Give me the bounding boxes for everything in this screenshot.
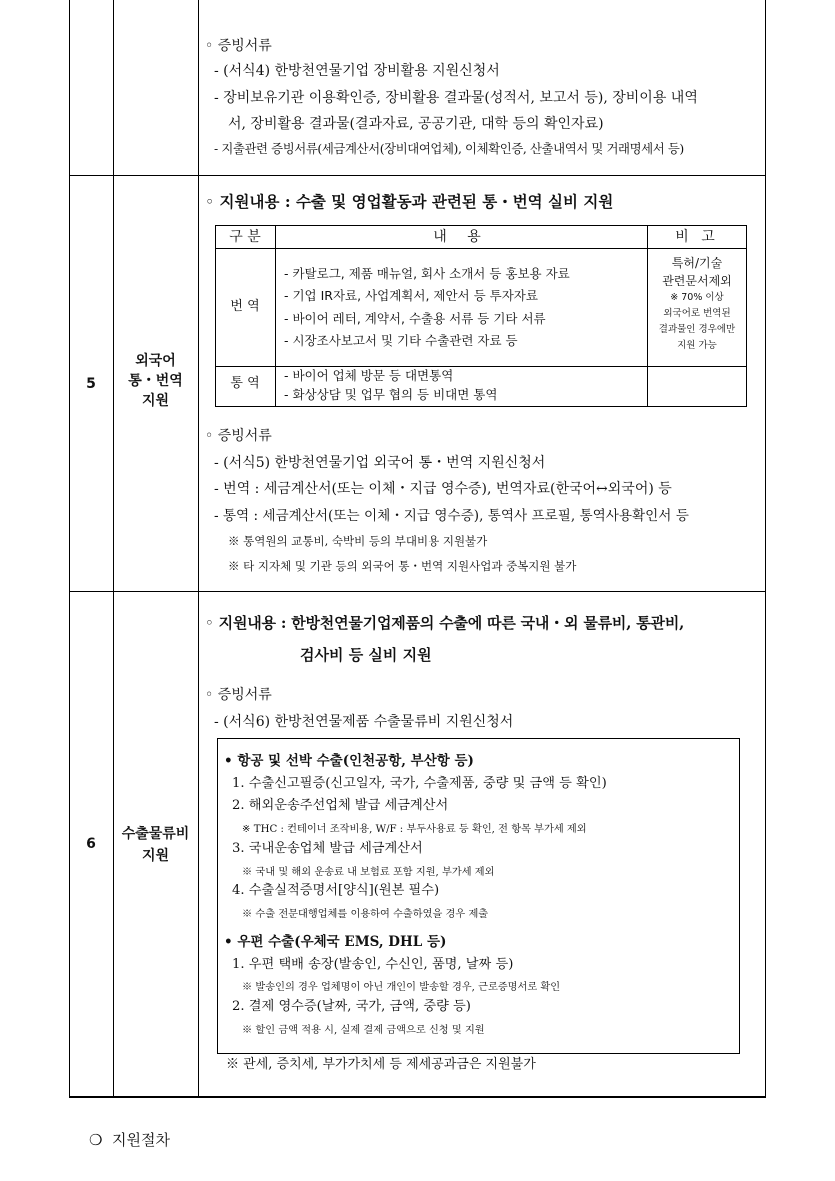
translation-label: 번 역 [230,299,260,314]
translation-table-col1 [275,225,276,407]
translation-item-1: - 카탈로그, 제품 매뉴얼, 회사 소개서 등 홍보용 자료 [284,266,570,281]
top-evidence-line-4: - 지출관련 증빙서류(세금계산서(장비대여업체), 이체확인증, 산출내역서 및 거래명세서 등) [214,141,684,156]
row6-support-line-2: 검사비 등 실비 지원 [300,646,432,664]
row5-category-line2: 통・번역 [128,373,183,389]
footer-heading: 지원절차 [112,1131,170,1149]
table-col-divider-1 [113,0,114,1097]
translation-note-line5: 결과물인 경우에만 [658,324,736,335]
row5-evidence-line-1: - (서식5) 한방천연물기업 외국어 통・번역 지원신청서 [214,455,546,471]
translation-item-4: - 시장조사보고서 및 기타 수출관련 자료 등 [284,333,518,348]
translation-table-header-note: 비 고 [675,229,719,245]
air-sea-item-1: 1. 수출신고필증(신고일자, 국가, 수출제품, 중량 및 금액 등 확인) [232,776,607,791]
interpretation-item-1: - 바이어 업체 방문 등 대면통역 [284,368,454,383]
air-sea-item-4: 3. 국내운송업체 발급 세금계산서 [232,841,423,856]
translation-table-header-sep [215,248,747,249]
row5-category-line1: 외국어 [135,353,176,369]
row6-category-line1: 수출물류비 [121,826,190,842]
row5-evidence-heading: ◦ 증빙서류 [205,428,272,444]
translation-item-3: - 바이어 레터, 계약서, 수출용 서류 등 기타 서류 [284,311,546,326]
translation-note-line2: 관련문서제외 [662,274,732,288]
row6-category [113,823,198,867]
translation-table-header-content: 내 용 [433,229,489,245]
top-evidence-line-3: 서, 장비활용 결과물(결과자료, 공공기관, 대학 등의 확인자료) [228,116,604,132]
row6-number: 6 [86,836,96,852]
top-evidence-line-2: - 장비보유기관 이용확인증, 장비활용 결과물(성적서, 보고서 등), 장비이용 내역 [214,90,698,106]
air-sea-item-3: ※ THC : 컨테이너 조작비용, W/F : 부두사용료 등 확인, 전 항목 부가세 제외 [242,824,587,835]
air-sea-title: • 항공 및 선박 수출(인천공항, 부산항 등) [224,753,474,769]
row5-category [113,351,198,411]
row6-category-line2: 지원 [141,848,170,864]
row5-evidence-line-3: - 통역 : 세금계산서(또는 이체・지급 영수증), 통역사 프로필, 통역사용확인서 등 [214,508,689,524]
table-right-border [765,0,766,1097]
table-left-border [69,0,70,1097]
row6-support-line-1: ◦ 지원내용 : 한방천연물기업제품의 수출에 따른 국내・외 물류비, 통관비, [205,614,685,632]
row5-note-1: ※ 통역원의 교통비, 숙박비 등의 부대비용 지원불가 [228,534,488,548]
row6-evidence-line: - (서식6) 한방천연물제품 수출물류비 지원신청서 [214,714,514,730]
translation-table-header-category: 구 분 [229,229,261,245]
row5-support-content: ◦ 지원내용 : 수출 및 영업활동과 관련된 통・번역 실비 지원 [205,192,614,211]
top-evidence-heading: ◦ 증빙서류 [205,38,272,54]
postal-item-2: ※ 발송인의 경우 업체명이 아닌 개인이 발송할 경우, 근로증명서로 확인 [242,982,561,993]
translation-note-line6: 지원 가능 [677,340,717,351]
translation-note-line4: 외국어로 번역된 [663,308,731,319]
interpretation-label: 통 역 [230,376,260,391]
postal-title: • 우편 수출(우체국 EMS, DHL 등) [224,934,447,950]
air-sea-item-7: ※ 수출 전문대행업체를 이용하여 수출하였을 경우 제출 [242,909,489,920]
air-sea-item-6: 4. 수출실적증명서[양식](원본 필수) [232,883,440,898]
air-sea-item-5: ※ 국내 및 해외 운송료 내 보험료 포함 지원, 부가세 제외 [242,867,495,878]
postal-item-3: 2. 결제 영수증(날짜, 국가, 금액, 중량 등) [232,999,471,1014]
translation-item-2: - 기업 IR자료, 사업계획서, 제안서 등 투자자료 [284,288,538,303]
row5-number: 5 [86,376,96,392]
row6-evidence-heading: ◦ 증빙서류 [205,687,272,703]
row6-final-note: ※ 관세, 증치세, 부가가치세 등 제세공과금은 지원불가 [226,1057,536,1072]
row-divider-middle [69,591,766,592]
interpretation-item-2: - 화상상담 및 업무 협의 등 비대면 통역 [284,387,498,402]
row5-note-2: ※ 타 지자체 및 기관 등의 외국어 통・번역 지원사업과 중복지원 불가 [228,559,577,573]
table-col-divider-2 [198,0,199,1097]
top-evidence-line-1: - (서식4) 한방천연물기업 장비활용 지원신청서 [214,63,500,79]
row5-evidence-line-2: - 번역 : 세금계산서(또는 이체・지급 영수증), 번역자료(한국어↔외국어) 등 [214,481,672,497]
translation-note-line1: 특허/기술 [671,256,723,270]
row-divider-top [69,175,766,176]
row5-category-line3: 지원 [141,393,170,409]
translation-note [647,254,747,354]
footer-bullet-icon: ❍ [89,1131,103,1149]
translation-note-line3: ※ 70% 이상 [670,292,724,303]
postal-item-1: 1. 우편 택배 송장(발송인, 수신인, 품명, 날짜 등) [232,957,514,972]
postal-item-4: ※ 할인 금액 적용 시, 실제 결제 금액으로 신청 및 지원 [242,1025,485,1036]
table-bottom-border [69,1096,766,1098]
air-sea-item-2: 2. 해외운송주선업체 발급 세금계산서 [232,798,449,813]
